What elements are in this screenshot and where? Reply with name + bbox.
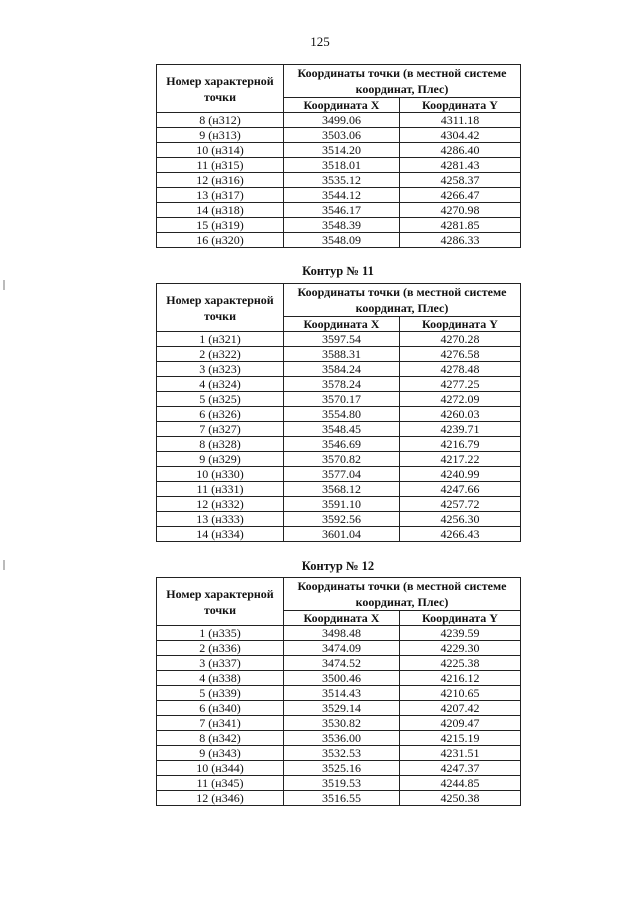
point-number-cell: 1 (н335) <box>157 626 284 641</box>
table-contour-12 <box>156 577 521 806</box>
table-row <box>157 233 521 248</box>
table-row <box>157 362 521 377</box>
coordinate-x-cell: 3536.00 <box>284 731 400 746</box>
coordinate-y-cell: 4217.22 <box>400 452 521 467</box>
coordinate-x-cell: 3592.56 <box>284 512 400 527</box>
coordinate-x-cell: 3516.55 <box>284 791 400 806</box>
table-row <box>157 497 521 512</box>
coordinate-y-cell: 4257.72 <box>400 497 521 512</box>
table-row <box>157 203 521 218</box>
coordinate-x-cell: 3601.04 <box>284 527 400 542</box>
coordinate-x-cell: 3570.17 <box>284 392 400 407</box>
table-row <box>157 641 521 656</box>
header-coordinates: Координаты точки (в местной системе координат, Плес) <box>284 65 521 98</box>
coordinate-x-cell: 3499.06 <box>284 113 400 128</box>
coordinate-y-cell: 4276.58 <box>400 347 521 362</box>
table-row <box>157 701 521 716</box>
coordinate-y-cell: 4286.33 <box>400 233 521 248</box>
coordinate-y-cell: 4207.42 <box>400 701 521 716</box>
coordinate-y-cell: 4239.71 <box>400 422 521 437</box>
point-number-cell: 14 (н318) <box>157 203 284 218</box>
header-coordinate-x: Координата X <box>284 611 400 626</box>
coordinate-y-cell: 4231.51 <box>400 746 521 761</box>
point-number-cell: 8 (н328) <box>157 437 284 452</box>
coordinate-y-cell: 4229.30 <box>400 641 521 656</box>
coordinate-x-cell: 3498.48 <box>284 626 400 641</box>
header-coordinate-x: Координата X <box>284 98 400 113</box>
coordinate-y-cell: 4250.38 <box>400 791 521 806</box>
table-row <box>157 791 521 806</box>
header-coordinate-y: Координата Y <box>400 317 521 332</box>
page-number: 125 <box>310 34 330 49</box>
coordinate-x-cell: 3591.10 <box>284 497 400 512</box>
coordinates-table-continued <box>156 64 520 248</box>
coordinate-x-cell: 3546.69 <box>284 437 400 452</box>
point-number-cell: 7 (н327) <box>157 422 284 437</box>
point-number-cell: 11 (н345) <box>157 776 284 791</box>
point-number-cell: 11 (н315) <box>157 158 284 173</box>
table-row <box>157 158 521 173</box>
header-coordinate-y: Координата Y <box>400 611 521 626</box>
coordinate-x-cell: 3548.09 <box>284 233 400 248</box>
coordinate-y-cell: 4270.98 <box>400 203 521 218</box>
coordinate-x-cell: 3535.12 <box>284 173 400 188</box>
coordinate-y-cell: 4215.19 <box>400 731 521 746</box>
point-number-cell: 9 (н313) <box>157 128 284 143</box>
point-number-cell: 1 (н321) <box>157 332 284 347</box>
point-number-cell: 10 (н314) <box>157 143 284 158</box>
table-row <box>157 437 521 452</box>
point-number-cell: 12 (н316) <box>157 173 284 188</box>
coordinate-y-cell: 4304.42 <box>400 128 521 143</box>
table-row <box>157 467 521 482</box>
coordinate-x-cell: 3525.16 <box>284 761 400 776</box>
table-row <box>157 686 521 701</box>
coordinate-x-cell: 3570.82 <box>284 452 400 467</box>
table-row <box>157 377 521 392</box>
table-row <box>157 392 521 407</box>
coordinate-y-cell: 4216.79 <box>400 437 521 452</box>
point-number-cell: 2 (н336) <box>157 641 284 656</box>
coordinate-x-cell: 3514.20 <box>284 143 400 158</box>
table-row <box>157 746 521 761</box>
header-coordinate-x: Координата X <box>284 317 400 332</box>
scan-artifact <box>3 560 5 570</box>
table-row <box>157 731 521 746</box>
table-row <box>157 188 521 203</box>
coordinate-y-cell: 4278.48 <box>400 362 521 377</box>
table-row <box>157 173 521 188</box>
coordinate-x-cell: 3544.12 <box>284 188 400 203</box>
coordinate-y-cell: 4311.18 <box>400 113 521 128</box>
coordinate-x-cell: 3577.04 <box>284 467 400 482</box>
coordinate-x-cell: 3518.01 <box>284 158 400 173</box>
table-row <box>157 128 521 143</box>
coordinate-y-cell: 4225.38 <box>400 656 521 671</box>
contour-12-block <box>156 577 520 806</box>
coordinate-y-cell: 4247.37 <box>400 761 521 776</box>
coordinate-x-cell: 3529.14 <box>284 701 400 716</box>
coordinate-y-cell: 4266.47 <box>400 188 521 203</box>
coordinate-x-cell: 3519.53 <box>284 776 400 791</box>
table-row <box>157 527 521 542</box>
scan-artifact <box>3 280 5 290</box>
point-number-cell: 12 (н346) <box>157 791 284 806</box>
coordinate-x-cell: 3514.43 <box>284 686 400 701</box>
coordinate-y-cell: 4247.66 <box>400 482 521 497</box>
coordinate-x-cell: 3548.39 <box>284 218 400 233</box>
table-row <box>157 761 521 776</box>
point-number-cell: 16 (н320) <box>157 233 284 248</box>
table-row <box>157 422 521 437</box>
point-number-cell: 5 (н339) <box>157 686 284 701</box>
point-number-cell: 6 (н340) <box>157 701 284 716</box>
point-number-cell: 6 (н326) <box>157 407 284 422</box>
table-row <box>157 347 521 362</box>
coordinate-x-cell: 3500.46 <box>284 671 400 686</box>
point-number-cell: 8 (н312) <box>157 113 284 128</box>
table-row <box>157 407 521 422</box>
coordinate-x-cell: 3554.80 <box>284 407 400 422</box>
point-number-cell: 15 (н319) <box>157 218 284 233</box>
coordinate-x-cell: 3532.53 <box>284 746 400 761</box>
header-coordinates: Координаты точки (в местной системе координат, Плес) <box>284 578 521 611</box>
point-number-cell: 11 (н331) <box>157 482 284 497</box>
table-row <box>157 656 521 671</box>
coordinate-y-cell: 4277.25 <box>400 377 521 392</box>
table-row <box>157 776 521 791</box>
contour-12-title: Контур № 12 <box>301 559 375 573</box>
coordinate-x-cell: 3530.82 <box>284 716 400 731</box>
coordinate-y-cell: 4266.43 <box>400 527 521 542</box>
coordinate-x-cell: 3474.09 <box>284 641 400 656</box>
coordinate-x-cell: 3588.31 <box>284 347 400 362</box>
contour-11-block <box>156 283 520 542</box>
table-row <box>157 332 521 347</box>
table-row <box>157 113 521 128</box>
point-number-cell: 3 (н323) <box>157 362 284 377</box>
coordinate-y-cell: 4260.03 <box>400 407 521 422</box>
table-row <box>157 482 521 497</box>
coordinate-y-cell: 4258.37 <box>400 173 521 188</box>
point-number-cell: 10 (н344) <box>157 761 284 776</box>
coordinate-y-cell: 4239.59 <box>400 626 521 641</box>
coordinate-x-cell: 3474.52 <box>284 656 400 671</box>
point-number-cell: 13 (н317) <box>157 188 284 203</box>
point-number-cell: 2 (н322) <box>157 347 284 362</box>
coordinate-x-cell: 3584.24 <box>284 362 400 377</box>
coordinate-x-cell: 3578.24 <box>284 377 400 392</box>
table-row <box>157 512 521 527</box>
header-point-number: Номер характерной точки <box>157 65 284 113</box>
table-row <box>157 452 521 467</box>
table-row <box>157 143 521 158</box>
table-contour-11 <box>156 283 521 542</box>
coordinate-y-cell: 4240.99 <box>400 467 521 482</box>
coordinate-x-cell: 3568.12 <box>284 482 400 497</box>
coordinate-y-cell: 4209.47 <box>400 716 521 731</box>
header-coordinate-y: Координата Y <box>400 98 521 113</box>
coordinate-y-cell: 4281.85 <box>400 218 521 233</box>
point-number-cell: 9 (н329) <box>157 452 284 467</box>
coordinate-x-cell: 3546.17 <box>284 203 400 218</box>
point-number-cell: 12 (н332) <box>157 497 284 512</box>
coordinate-x-cell: 3597.54 <box>284 332 400 347</box>
coordinate-y-cell: 4272.09 <box>400 392 521 407</box>
header-point-number: Номер характерной точки <box>157 578 284 626</box>
table-row <box>157 218 521 233</box>
table-row <box>157 671 521 686</box>
coordinate-y-cell: 4256.30 <box>400 512 521 527</box>
header-point-number: Номер характерной точки <box>157 284 284 332</box>
coordinate-y-cell: 4244.85 <box>400 776 521 791</box>
point-number-cell: 4 (н338) <box>157 671 284 686</box>
coordinate-x-cell: 3503.06 <box>284 128 400 143</box>
contour-11-title: Контур № 11 <box>302 264 374 278</box>
point-number-cell: 3 (н337) <box>157 656 284 671</box>
table-1 <box>156 64 521 248</box>
point-number-cell: 4 (н324) <box>157 377 284 392</box>
point-number-cell: 7 (н341) <box>157 716 284 731</box>
table-row <box>157 626 521 641</box>
coordinate-y-cell: 4270.28 <box>400 332 521 347</box>
coordinate-y-cell: 4216.12 <box>400 671 521 686</box>
table-row <box>157 716 521 731</box>
coordinate-x-cell: 3548.45 <box>284 422 400 437</box>
point-number-cell: 10 (н330) <box>157 467 284 482</box>
coordinate-y-cell: 4281.43 <box>400 158 521 173</box>
point-number-cell: 14 (н334) <box>157 527 284 542</box>
point-number-cell: 5 (н325) <box>157 392 284 407</box>
coordinate-y-cell: 4210.65 <box>400 686 521 701</box>
point-number-cell: 13 (н333) <box>157 512 284 527</box>
point-number-cell: 9 (н343) <box>157 746 284 761</box>
point-number-cell: 8 (н342) <box>157 731 284 746</box>
header-coordinates: Координаты точки (в местной системе координат, Плес) <box>284 284 521 317</box>
coordinate-y-cell: 4286.40 <box>400 143 521 158</box>
